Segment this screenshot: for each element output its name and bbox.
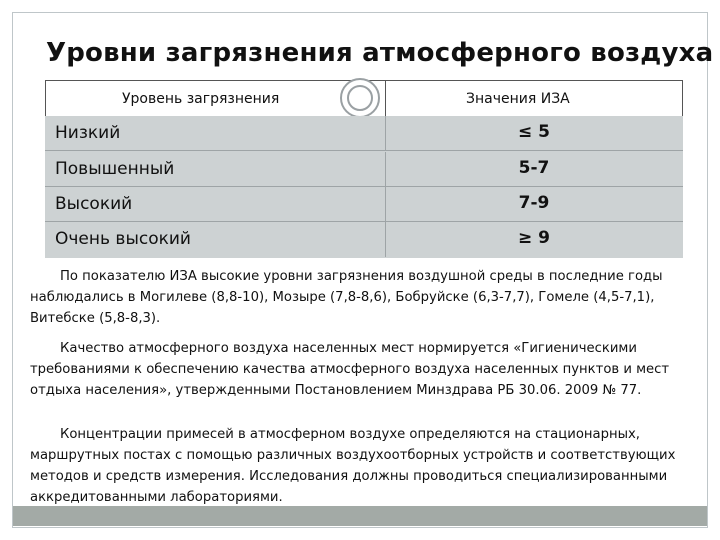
slide-title: Уровни загрязнения атмосферного воздуха bbox=[46, 38, 714, 68]
paragraph-norms: Качество атмосферного воздуха населенных мест нормируется «Гигиеническими требованиями к обеспечению качества атмосферного воздуха населенных пунктов и мест отдыха населения», утвержденными Постановлением Минздрава РБ 30.06. 2009 № 77. bbox=[30, 341, 670, 398]
row-level: Низкий bbox=[55, 123, 121, 143]
row-value: ≥ 9 bbox=[518, 228, 550, 248]
table-row bbox=[45, 222, 683, 257]
row-level: Повышенный bbox=[55, 159, 175, 179]
table-row bbox=[45, 116, 683, 151]
header-value: Значения ИЗА bbox=[466, 91, 570, 107]
circle-ornament-icon bbox=[340, 78, 380, 118]
paragraph-measurement: Концентрации примесей в атмосферном воздухе определяются на стационарных, маршрутных постах с помощью различных воздухоотборных устройств и соответствующих методов и средств измерения. Исследования должны проводиться специализированными аккредитованными лабораториями. bbox=[30, 427, 676, 505]
pollution-table bbox=[45, 116, 683, 258]
bottom-bar bbox=[13, 506, 707, 526]
header-level: Уровень загрязнения bbox=[122, 91, 280, 107]
paragraph-cities: По показателю ИЗА высокие уровни загрязнения воздушной среды в последние годы наблюдались в Могилеве (8,8-10), Мозыре (7,8-8,6), Бобруйске (6,3-7,7), Гомеле (4,5-7,1), Витебске (5,8-8,3). bbox=[30, 269, 663, 326]
table-row bbox=[45, 187, 683, 222]
row-value: 7-9 bbox=[518, 193, 550, 213]
table-row bbox=[45, 152, 683, 187]
header-divider bbox=[385, 80, 386, 116]
row-value: 5-7 bbox=[518, 158, 550, 178]
row-level: Высокий bbox=[55, 194, 133, 214]
row-level: Очень высокий bbox=[55, 229, 191, 249]
row-value: ≤ 5 bbox=[518, 122, 550, 142]
